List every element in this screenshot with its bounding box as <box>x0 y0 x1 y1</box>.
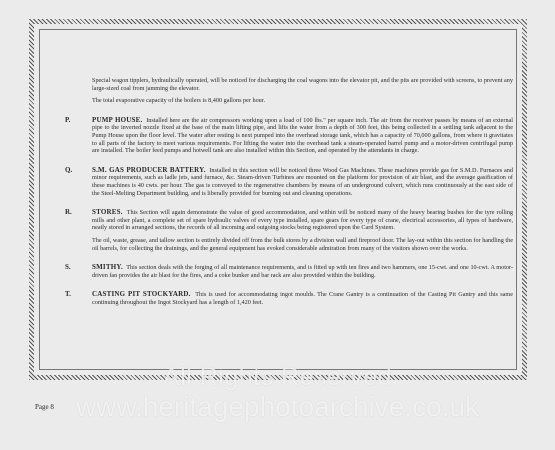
watermark-rights: All Rights Reserved <box>162 363 393 391</box>
section-heading: SMITHY. <box>92 263 123 272</box>
section-letter: T. <box>65 290 71 299</box>
section-text: Installed in this section will be noticed three Wood Gas Machines. These machines provide gas for S.M.D. Furnaces and minor requirements, such as ladle jets, sand furnace, &c. Steam-driven Turbines are mounted on the platform for provision of air blast, and the average gasification of these machines is 40 cwts. per hour. The gas is conveyed to the regenerative chambers by means of an underground culvert, which runs continuously at the east side of the Steel-Melting Department building, and is liberally provided for burning out and cleaning operations. <box>92 166 513 197</box>
section-heading: STORES. <box>92 208 123 217</box>
section-heading: S.M. GAS PRODUCER BATTERY. <box>92 165 206 174</box>
section-s <box>65 263 514 279</box>
section-text: The oil, waste, grease, and tallow section is entirely divided off from the bulk stores by a division wall and fireproof door. The lay-out within this section for handling the oil barrels, for collecting the drainings, and the general equipment has evoked considerable admiration from many of the visitors shown over the works. <box>92 236 513 252</box>
section-q <box>65 165 513 197</box>
section-text: This is used for accommodating ingot moulds. The Crane Gantry is a continuation of the Casting Pit Gantry and this same continuing throughout the Ingot Stockyard has a length of 1,420 feet. <box>92 291 513 306</box>
page-body <box>65 77 514 311</box>
intro-paragraph-1: Special wagon tipplers, hydraulically operated, will be noticed for discharging the coal wagons into the elevator pit, and the pits are provided with screens, to prevent any large-sized coal from jamming the elevator. <box>92 77 513 92</box>
section-text: This Section will again demonstrate the value of good accommodation, and within will be noticed many of the heavy bearing bushes for the tyre rolling mills and other plant, a complete set of spare hydraulic valves of every type installed, spare gears for every type of crane, electrical accessories, all types of hardware, neatly stored in arranged sections, the records of all incoming and outgoing stocks being registered upon the Card System. <box>92 209 514 232</box>
section-text: This section deals with the forging of all maintenance requirements, and is fitted up with ten fires and two hammers, one 15-cwt. and one 10-cwt. A motor-driven fan provides the air blast for the fires, and a coke bunker and bar rack are also provided within the building. <box>92 264 514 279</box>
section-letter: Q. <box>65 165 73 174</box>
watermark-url: www.heritagephotoarchive.co.uk <box>75 391 480 422</box>
section-letter: P. <box>65 115 71 124</box>
section-letter: R. <box>65 208 72 217</box>
section-text: Installed here are the air compressors working upon a load of 100 lbs." per square inch. The air from the receiver passes by means of an external pipe to the inverted nozzle fixed at the base of the main lifting pipe, and lifts the water from a depth of 300 feet, this being collected in a settling tank adjacent to the Pump House upon the floor level. The water after resting is next pumped into the overhead storage tank, which has a capacity of 70,000 gallons, from where it gravitates to all parts of the factory to meet various requirements. For lifting the water into the overhead tank a steam-operated barrel pump and a motor-driven centrifugal pump are installed. The boiler feed pumps and hotwell tank are also installed within this Section, and operated by the attendants in charge. <box>92 116 513 155</box>
intro-paragraph-2: The total evaporative capacity of the boilers is 8,400 gallons per hour. <box>92 97 266 105</box>
section-heading: PUMP HOUSE. <box>92 115 143 124</box>
page-number: Page 8 <box>35 403 54 411</box>
section-letter: S. <box>65 263 71 272</box>
section-p <box>65 115 513 155</box>
section-t <box>65 290 513 306</box>
section-r <box>65 208 514 252</box>
section-heading: CASTING PIT STOCKYARD. <box>92 290 191 299</box>
